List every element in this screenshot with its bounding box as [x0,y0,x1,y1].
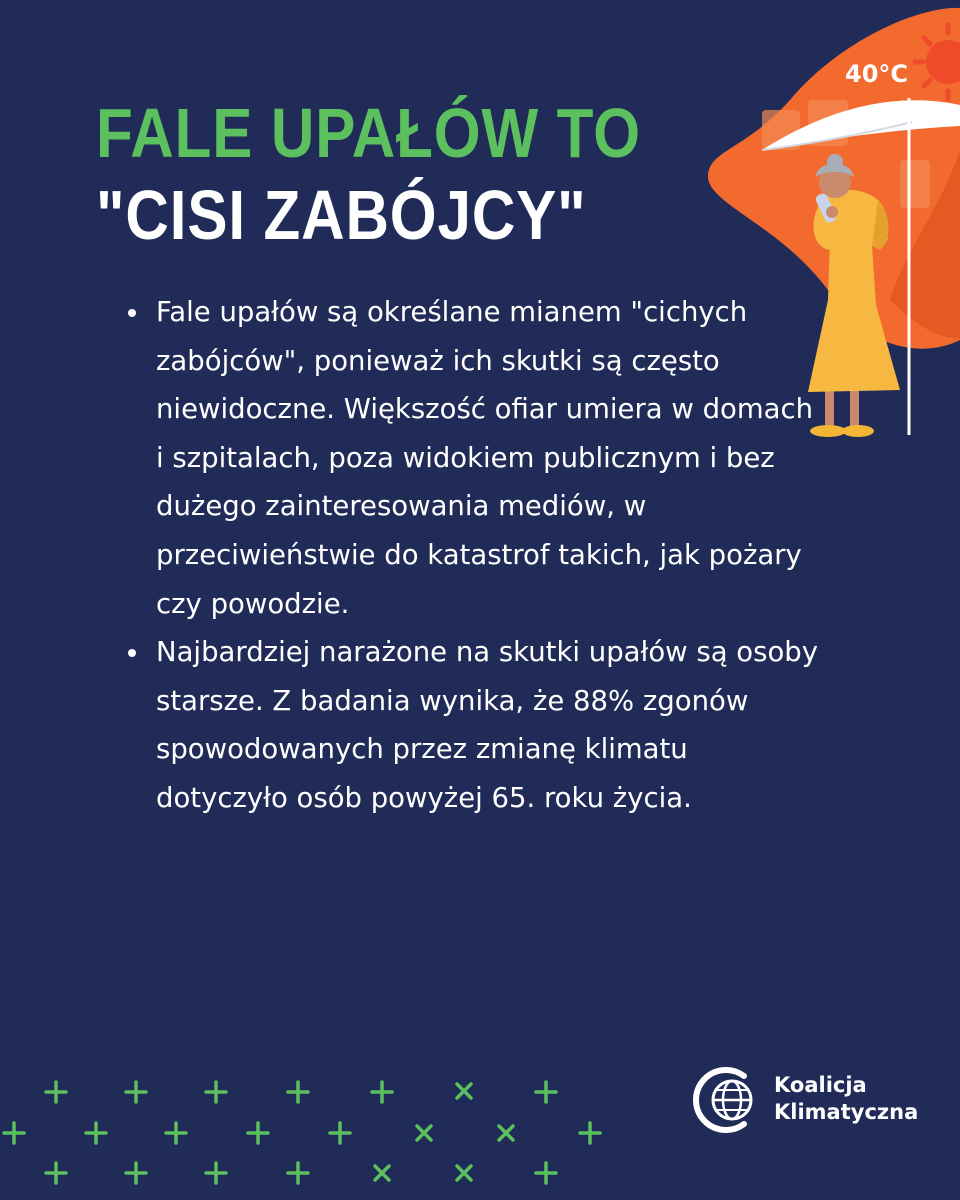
temperature-label: 40°C [845,60,909,88]
cross-icon [375,1166,389,1180]
cross-icon [417,1126,431,1140]
plus-icon [372,1082,392,1102]
globe-icon [690,1062,764,1136]
title-line-2: "CISI ZABÓJCY" [96,176,587,254]
bullet-item-2: Najbardziej narażone na skutki upałów są osoby starsze. Z badania wynika, że 88% zgonów spowodowanych przez zmianę klimatu dotyczyło osób powyżej 65. roku życia. [126,628,826,822]
plus-icon [126,1163,146,1183]
plus-icon [4,1123,24,1143]
plus-icon [330,1123,350,1143]
logo-line-2: Klimatyczna [774,1100,919,1124]
cross-icon [499,1126,513,1140]
plus-icon [248,1123,268,1143]
plus-icon [46,1163,66,1183]
plus-icon [580,1123,600,1143]
logo-line-1: Koalicja [774,1073,867,1097]
plus-icon [288,1163,308,1183]
plus-icon [536,1082,556,1102]
cross-icon [457,1084,471,1098]
heat-illustration [690,0,960,450]
plus-icon [536,1163,556,1183]
plus-icon [288,1082,308,1102]
plus-icon [126,1082,146,1102]
plus-icon [46,1082,66,1102]
cross-icon [457,1166,471,1180]
logo-text [774,1072,918,1126]
plus-icon [206,1082,226,1102]
plus-icon [206,1163,226,1183]
plus-icon [86,1123,106,1143]
plus-icon [166,1123,186,1143]
title-line-1: FALE UPAŁÓW TO [96,94,641,172]
page-title [96,92,641,256]
koalicja-klimatyczna-logo [690,1062,918,1136]
cross-pattern [0,1070,620,1200]
bullet-item-1: Fale upałów są określane mianem "cichych zabójców", ponieważ ich skutki są często niewidoczne. Większość ofiar umiera w domach i szpitalach, poza widokiem publicznym i bez dużego zainteresowania mediów, w przeciwieństwie do katastrof takich, jak pożary czy powodzie. [126,288,826,628]
